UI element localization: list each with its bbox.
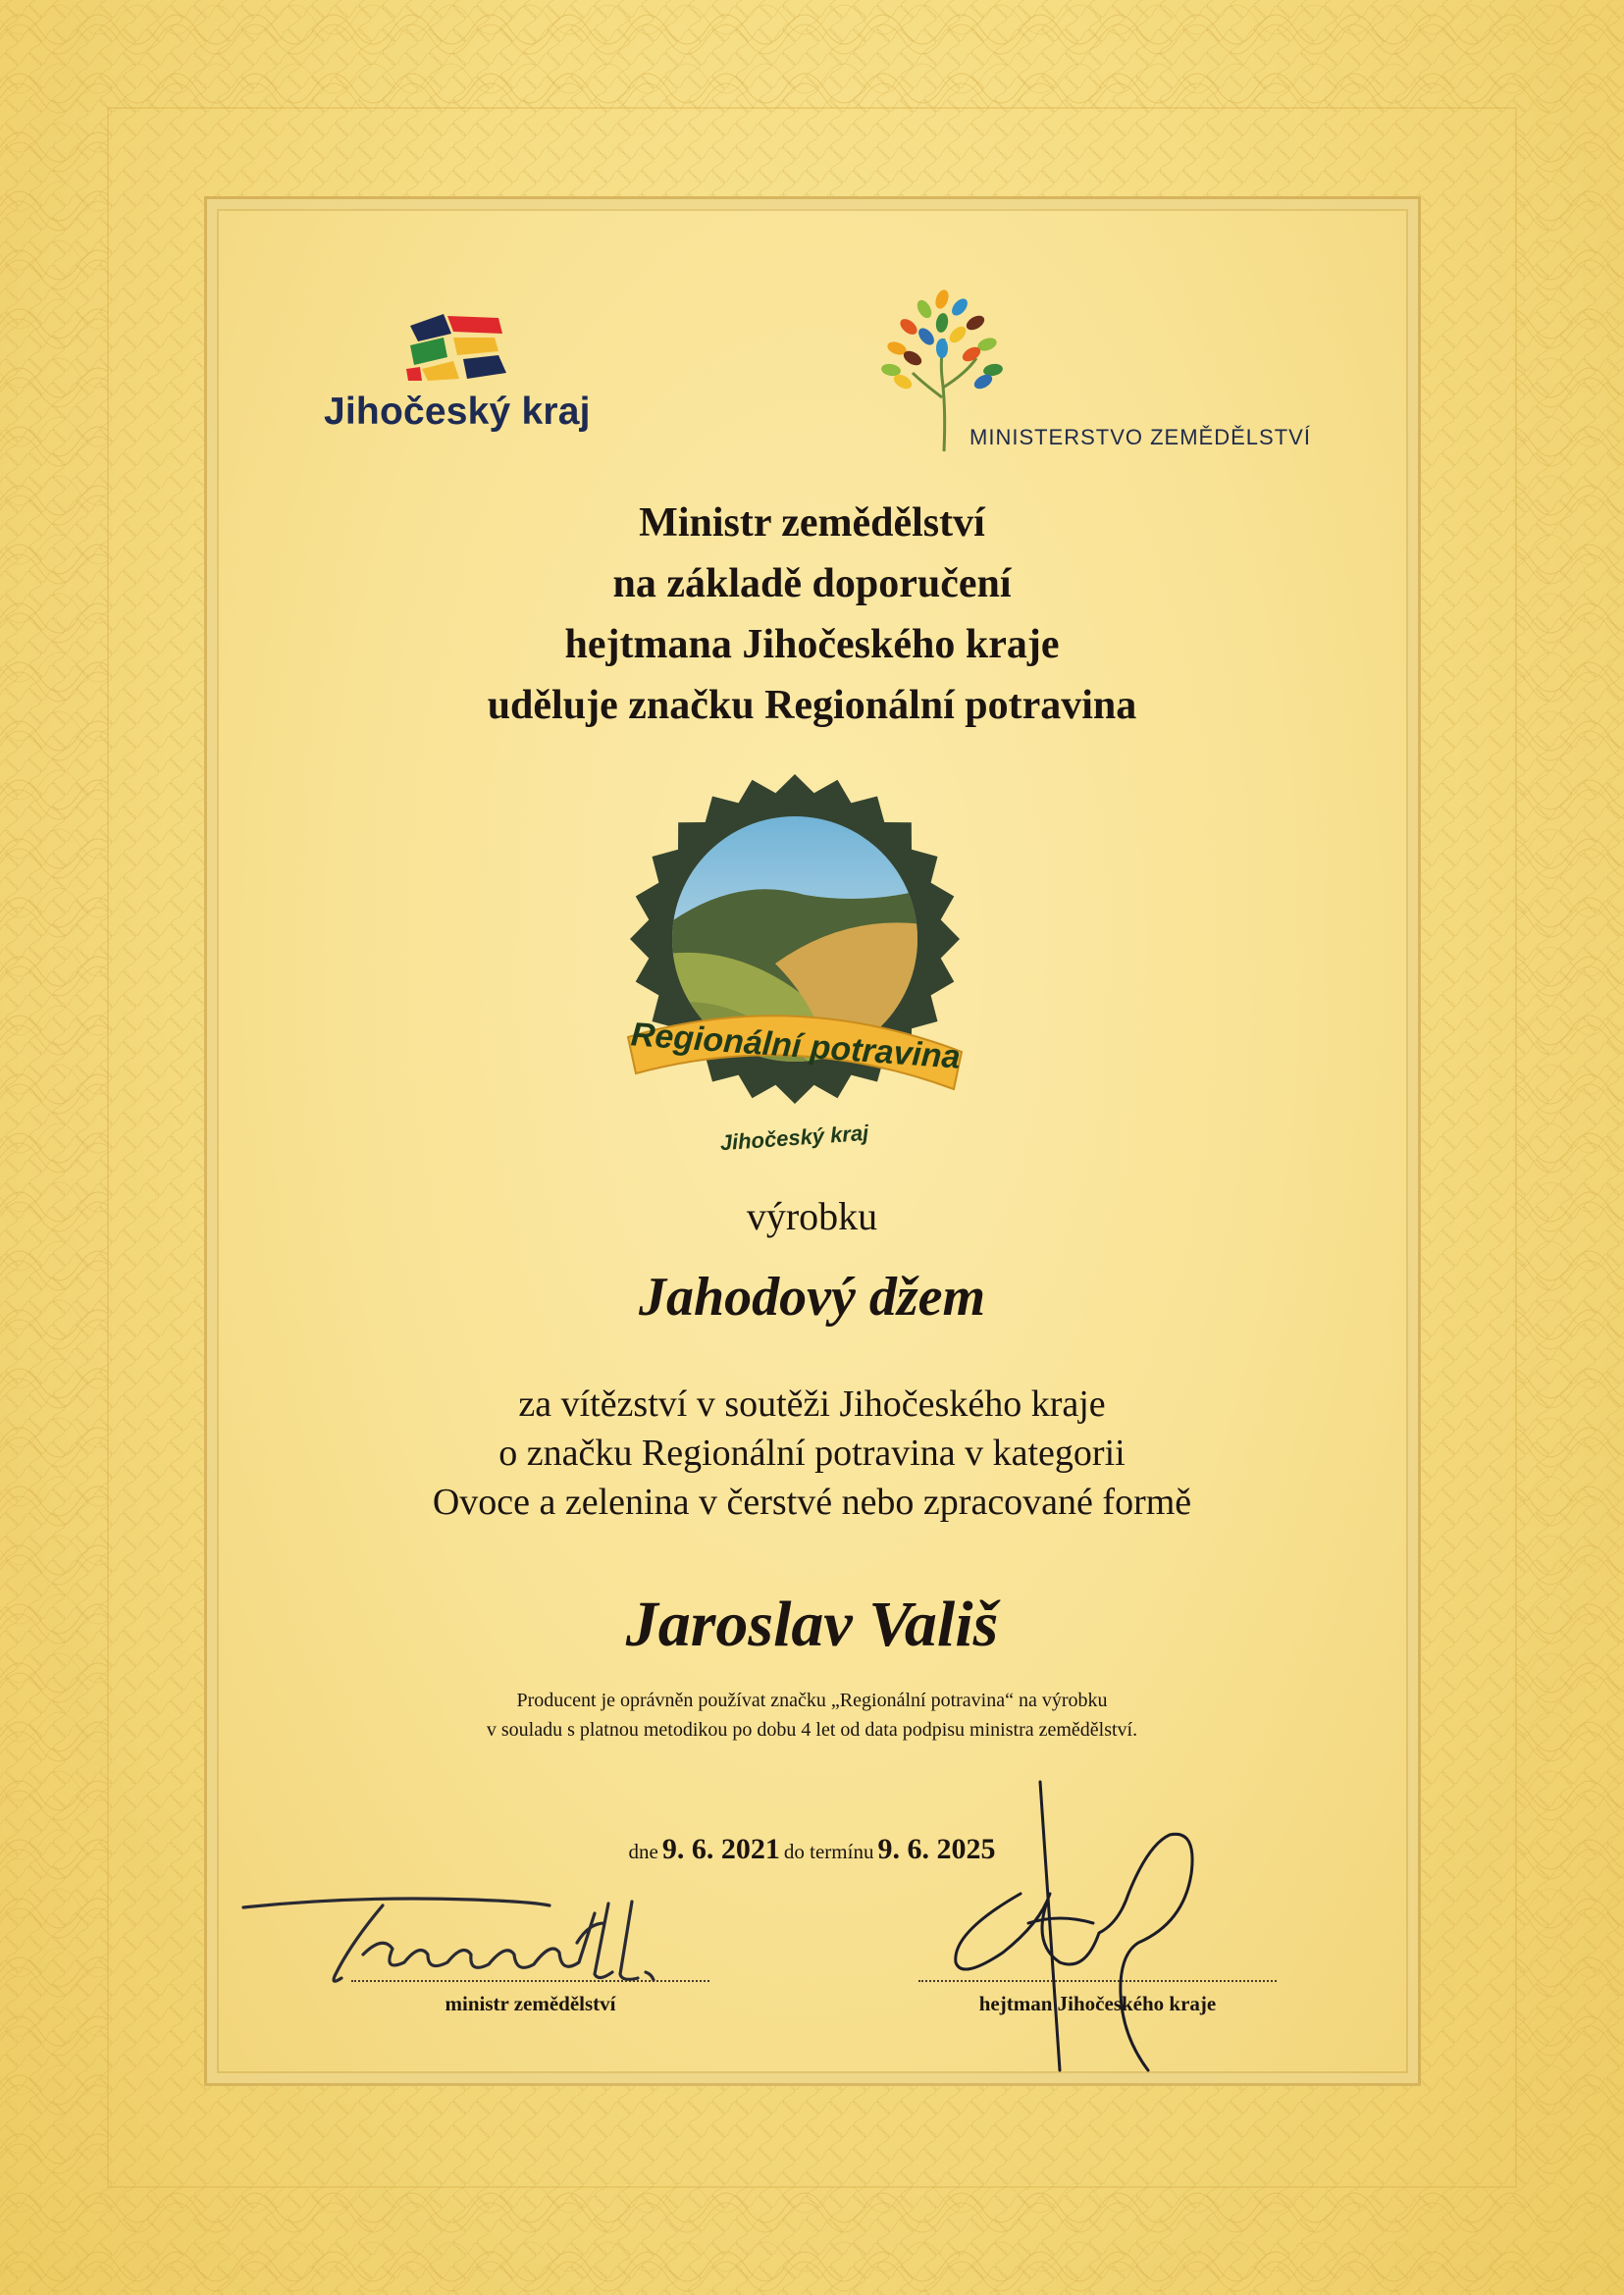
minister-caption: ministr zemědělství [445, 1992, 616, 2015]
notice-line: v souladu s platnou metodikou po dobu 4 let od data podpisu ministra zemědělství. [486, 1719, 1138, 1741]
producer-name: Jaroslav Vališ [625, 1589, 999, 1660]
product-name: Jahodový džem [638, 1267, 986, 1328]
jihocesky-kraj-emblem-icon [404, 312, 512, 383]
date-to: 9. 6. 2025 [877, 1833, 996, 1865]
jihocesky-kraj-logo [324, 312, 648, 440]
notice-line: Producent je oprávněn používat značku „Regionální potravina“ na výrobku [516, 1690, 1108, 1711]
badge-region-text: Jihočeský kraj [718, 1120, 869, 1156]
ministerstvo-zemedelstvi-logo [873, 280, 1325, 456]
heading-line: uděluje značku Regionální potravina [487, 683, 1137, 728]
award-reason [294, 1380, 1330, 1527]
signature-line-right [918, 1980, 1277, 1982]
badge-ribbon-text: Regionální potravina [629, 1016, 962, 1076]
award-heading [294, 493, 1330, 736]
reason-line: za vítězství v soutěži Jihočeského kraje [518, 1383, 1106, 1425]
product-intro: výrobku [746, 1194, 878, 1238]
signature-line-left [351, 1980, 709, 1982]
ministerstvo-zemedelstvi-logo-text: MINISTERSTVO ZEMĚDĚLSTVÍ [969, 425, 1311, 449]
heading-line: na základě doporučení [612, 561, 1012, 606]
reason-line: Ovoce a zelenina v čerstvé nebo zpracované formě [432, 1482, 1192, 1523]
reason-line: o značku Regionální potravina v kategorii [498, 1433, 1126, 1474]
governor-signature [913, 1776, 1276, 2090]
date-from: 9. 6. 2021 [661, 1833, 780, 1865]
minister-signature [236, 1884, 726, 2080]
date-middle: do termínu [783, 1840, 874, 1863]
regionalni-potravina-badge [608, 757, 981, 1170]
date-prefix: dne [628, 1840, 658, 1863]
governor-caption: hejtman Jihočeského kraje [978, 1992, 1217, 2015]
heading-line: hejtmana Jihočeského kraje [564, 622, 1060, 667]
jihocesky-kraj-logo-text: Jihočeský kraj [324, 391, 591, 433]
usage-notice [294, 1686, 1330, 1745]
heading-line: Ministr zemědělství [639, 500, 985, 546]
